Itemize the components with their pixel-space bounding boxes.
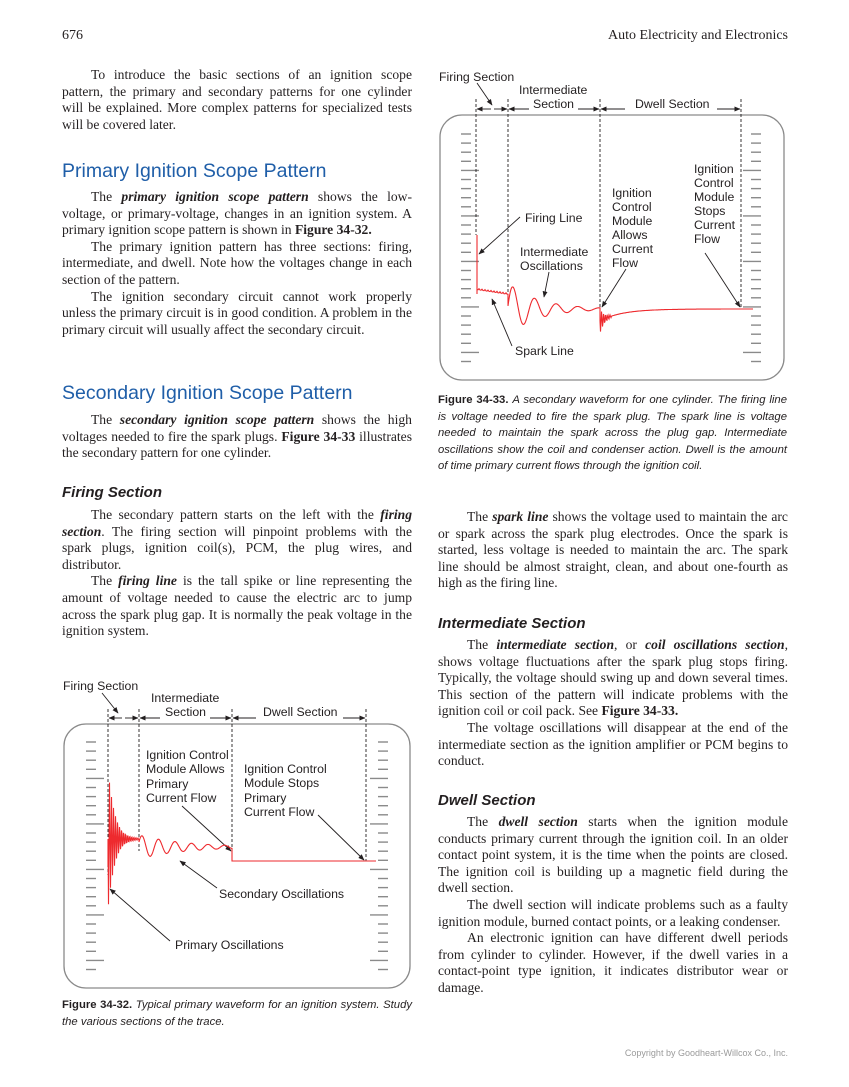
- heading-primary-ignition: Primary Ignition Scope Pattern: [62, 160, 327, 182]
- paragraph: [438, 930, 788, 996]
- label-dwell-section: Dwell Section: [635, 97, 710, 111]
- figure-reference: Figure 34-32.: [294, 222, 372, 238]
- label-allows-1: Ignition Control: [146, 748, 229, 762]
- text-run: , or: [614, 637, 646, 652]
- label-line: Flow: [612, 256, 638, 270]
- label-allows-4: Current Flow: [146, 791, 217, 805]
- text-run: shows the low-voltage, or primary-voltage, changes in an ignition system. A primary ignition scope pattern is shown in: [62, 189, 412, 238]
- text-run: The dwell section will indicate problems such as a faulty ignition module, burned contact points, or a leaking condenser.: [438, 896, 788, 929]
- caption-text: Typical primary waveform for an ignition system. Study the various sections of the trace.: [62, 999, 413, 1028]
- label-line: Ignition: [612, 186, 652, 200]
- label-int-osc-1: Intermediate: [520, 245, 589, 259]
- label-line: Module: [612, 214, 653, 228]
- label-stops-1: Ignition Control: [244, 762, 327, 776]
- label-intermediate-section: Section: [533, 97, 575, 111]
- label-line: Current: [612, 242, 654, 256]
- text-run: illustrates the secondary pattern for one cylinder.: [62, 428, 412, 461]
- paragraph: [438, 897, 788, 930]
- dwell-section-text: [438, 814, 788, 997]
- paragraph: [62, 507, 412, 573]
- label-spark-line: Spark Line: [515, 344, 574, 358]
- paragraph: [62, 67, 412, 133]
- label-firing-section: Firing Section: [63, 679, 139, 693]
- label-stops-4: Current Flow: [244, 805, 315, 819]
- intermediate-section-text: [438, 637, 788, 770]
- key-term: dwell section: [498, 814, 578, 829]
- label-secondary-oscillations: Secondary Oscillations: [219, 887, 345, 901]
- heading-secondary-ignition: Secondary Ignition Scope Pattern: [62, 382, 353, 404]
- text-run: shows the voltage used to maintain the arc or spark across the spark plug electrodes. Once the spark is started, less voltage is needed to maintain the arc. The spark line should be almost straight, clean, and about one-fourth as high as the firing line.: [438, 509, 788, 591]
- text-run: shows the high voltages needed to fire the spark plugs.: [62, 412, 412, 444]
- paragraph: [438, 814, 788, 897]
- caption-label: Figure 34-33.: [438, 394, 509, 406]
- label-line: Flow: [694, 232, 720, 246]
- text-run: The: [467, 814, 499, 829]
- figure-34-32-caption: [62, 997, 412, 1030]
- text-run: The primary ignition pattern has three sections: firing, intermediate, and dwell. Note how the voltages change in each section of the pattern.: [62, 238, 412, 287]
- label-intermediate-section: Section: [165, 705, 207, 719]
- label-intermediate: Intermediate: [151, 691, 220, 705]
- text-run: starts when the ignition module conducts primary current through the ignition coil. In an older contact point system, it is the time when the points are closed. The ignition coil is building up a magnetic field during the dwell section.: [438, 814, 788, 896]
- label-line: Allows: [612, 228, 648, 242]
- label-firing-section: Firing Section: [439, 70, 515, 84]
- key-term: firing section: [62, 507, 412, 539]
- label-allows-2: Module Allows: [146, 762, 225, 776]
- heading-firing-section: Firing Section: [62, 484, 163, 501]
- key-term: secondary ignition scope pattern: [119, 412, 315, 427]
- caption-text: A secondary waveform for one cylinder. The firing line is voltage needed to fire the spark plug. The spark line is voltage needed to maintain the spark across the plug gap. Intermediate oscillations show the coil and condenser action. Dwell is the amount of time primary current flows through the ignition coil.: [438, 394, 787, 472]
- figure-reference: Figure 34-33: [281, 428, 356, 444]
- intro-text: [62, 67, 412, 133]
- paragraph: [62, 573, 412, 639]
- text-run: The voltage oscillations will disappear at the end of the intermediate section as the ignition amplifier or PCM begins to conduct.: [438, 719, 788, 769]
- label-line: Control: [612, 200, 652, 214]
- label-int-osc-2: Oscillations: [520, 259, 583, 273]
- text-run: The: [91, 412, 120, 427]
- label-line: Ignition: [694, 162, 734, 176]
- figure-reference: Figure 34-33.: [601, 703, 679, 719]
- figure-34-33-secondary-waveform: [437, 65, 789, 385]
- paragraph: [62, 189, 412, 239]
- label-firing-line: Firing Line: [525, 211, 583, 225]
- label-primary-oscillations: Primary Oscillations: [175, 938, 284, 952]
- primary-section-text: [62, 189, 412, 338]
- paragraph: [438, 720, 788, 770]
- label-module-stops-current: [694, 162, 736, 246]
- key-term: firing line: [118, 573, 177, 589]
- paragraph: [438, 637, 788, 720]
- figure-34-33-caption: [438, 392, 787, 475]
- text-run: . The firing section will pinpoint problems with the spark plugs, ignition coil(s), PCM, the plug wires, and distributor.: [62, 523, 412, 572]
- text-run: The: [467, 509, 493, 524]
- figure-34-32-primary-waveform: [60, 675, 415, 995]
- section-arrows: [102, 693, 365, 941]
- key-term: spark line: [492, 509, 549, 524]
- secondary-section-text: [62, 412, 412, 462]
- firing-section-text: [62, 507, 412, 640]
- heading-dwell-section: Dwell Section: [438, 792, 536, 809]
- heading-intermediate-section: Intermediate Section: [438, 615, 586, 632]
- label-intermediate: Intermediate: [519, 83, 588, 97]
- copyright-notice: Copyright by Goodheart-Willcox Co., Inc.: [624, 1048, 788, 1058]
- text-run: , shows voltage fluctuations after the spark plug stops firing. Typically, the voltage should swing up and down several times. This section of the pattern will indicate problems with the ignition coil or coil pack. See: [438, 637, 788, 719]
- text-run: The secondary pattern starts on the left with the: [91, 507, 381, 522]
- label-stops-2: Module Stops: [244, 776, 320, 790]
- paragraph: [438, 509, 788, 592]
- page-number: 676: [62, 28, 83, 43]
- label-line: Current: [694, 218, 736, 232]
- label-dwell-section: Dwell Section: [263, 705, 338, 719]
- label-line: Module: [694, 190, 735, 204]
- key-term: intermediate section: [496, 637, 615, 652]
- label-module-allows-current: [612, 186, 654, 270]
- text-run: The: [467, 637, 497, 652]
- label-allows-3: Primary: [146, 777, 189, 791]
- paragraph: [62, 289, 412, 339]
- paragraph: [62, 239, 412, 289]
- key-term: primary ignition scope pattern: [121, 189, 309, 204]
- spark-line-text: [438, 509, 788, 592]
- text-run: The: [91, 189, 122, 204]
- paragraph: [62, 412, 412, 462]
- label-line: Control: [694, 176, 734, 190]
- label-line: Stops: [694, 204, 726, 218]
- caption-label: Figure 34-32.: [62, 999, 133, 1011]
- text-run: The ignition secondary circuit cannot work properly unless the primary circuit is in good condition. A problem in the primary circuit will usually affect the secondary circuit.: [62, 288, 412, 337]
- label-stops-3: Primary: [244, 791, 287, 805]
- text-run: is the tall spike or line representing the amount of voltage needed to cause the electric arc to jump across the spark plug gap. It is normally the peak voltage in the ignition system.: [62, 573, 412, 639]
- key-term: coil oscillations section: [645, 637, 785, 652]
- running-header-title: Auto Electricity and Electronics: [608, 28, 788, 43]
- text-run: The: [91, 573, 119, 589]
- scope-graticule-ticks: [86, 742, 388, 970]
- text-run: To introduce the basic sections of an ignition scope pattern, the primary and secondary patterns for one cylinder will be explained. More complex patterns for specialized tests will be covered later.: [62, 67, 412, 132]
- text-run: An electronic ignition can have different dwell periods from cylinder to cylinder. However, if the dwell varies in a contact-point type ignition, it indicates distributor wear or damage.: [438, 930, 788, 995]
